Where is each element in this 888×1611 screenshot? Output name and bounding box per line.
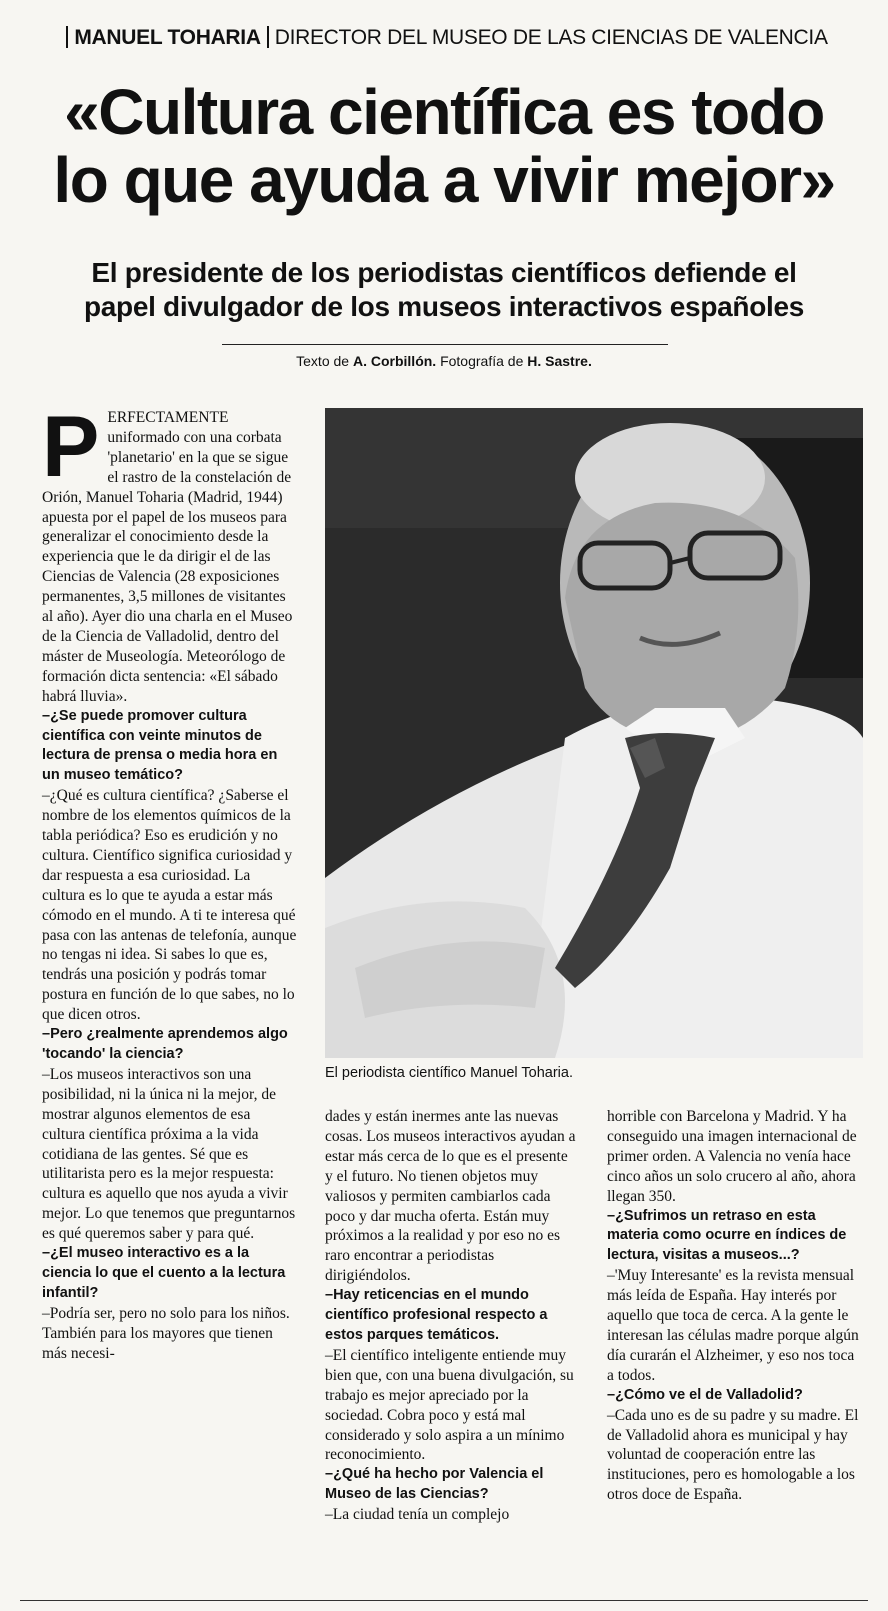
interviewee-name: MANUEL TOHARIA (74, 26, 261, 49)
question-6: –¿Sufrimos un retraso en esta materia como ocurre en índices de lectura, visitas a museos...? (607, 1207, 847, 1264)
answer-6: –'Muy Interesante' es la revista mensual más leída de España. Hay interés por aquello que toca de cerca. A la gente le interesan las células madre porque algún día curarán el Alzheimer, y eso nos toca a todos. (607, 1267, 859, 1384)
subheadline (30, 256, 858, 324)
question-5: –¿Qué ha hecho por Valencia el Museo de las Ciencias? (325, 1466, 544, 1503)
kicker (0, 26, 888, 50)
subheadline-line-2: papel divulgador de los museos interactivos españoles (83, 291, 805, 322)
question-2: –Pero ¿realmente aprendemos algo 'tocando' la ciencia? (42, 1026, 288, 1062)
question-1: –¿Se puede promover cultura científica con veinte minutos de lectura de prensa o media hora en un museo temático? (42, 707, 278, 784)
headline-line-2: lo que ayuda a vivir mejor» (53, 144, 835, 216)
kicker-bar (66, 26, 68, 48)
answer-1: –¿Qué es cultura científica? ¿Saberse el nombre de los elementos químicos de la tabla periódica? Eso es erudición y no cultura. Científico significa curiosidad y dar respuesta a esa curiosidad. La cultura es lo que te ayuda a estar más cómodo en el mundo. A ti te interesa qué pasa con las antenas de telefonía, aunque no tengas ni idea. Si sabes lo que es, tendrás una posición y podrás tomar postura en función de lo que sabes, no lo que dicen otros. (42, 787, 297, 1024)
article-column-3 (607, 1107, 862, 1505)
lead-paragraph: ERFECTAMENTE uniformado con una corbata 'planetario' en la que se sigue el rastro de la constelación de Orión, Manuel Toharia (Madrid, 1944) apuesta por el papel de los museos para generalizar el conocimiento desde la experiencia que le da dirigir el de las Ciencias de Valencia (28 exposiciones permanentes, 3,5 millones de visitantes al año). Ayer dio una charla en el Museo de la Ciencia de Valladolid, dentro del máster de Museología. Meteorólogo de formación dicta sentencia: «El sábado habrá lluvia». (42, 409, 293, 705)
question-7: –¿Cómo ve el de Valladolid? (607, 1386, 803, 1403)
answer-7: –Cada uno es de su padre y su madre. El de Valladolid ahora es municipal y hay voluntad de cooperación entre las instituciones, pero es homologable a los otros doce de España. (607, 1406, 859, 1504)
answer-2: –Los museos interactivos son una posibilidad, ni la única ni la mejor, de mostrar algunos elementos de esa cultura científica próxima a la vida cotidiana de las gentes. Sé que es utilitarista pero es la mejor respuesta: cultura es aquello que nos ayuda a vivir mejor. Lo que tenemos que preguntarnos es qué queremos saber y para qué. (42, 1065, 296, 1243)
answer-5-part-1: –La ciudad tenía un complejo (325, 1506, 510, 1524)
question-4: –Hay reticencias en el mundo científico profesional respecto a estos parques temáticos. (325, 1287, 548, 1343)
byline-photo-prefix: Fotografía de (436, 353, 528, 369)
byline (0, 353, 888, 369)
headline-line-1: «Cultura científica es todo (64, 76, 824, 148)
article-column-1 (42, 399, 297, 1364)
subheadline-line-1: El presidente de los periodistas científicos defiende el (91, 257, 797, 288)
article-column-2 (325, 1107, 579, 1525)
headline (20, 78, 868, 214)
answer-5-part-2: horrible con Barcelona y Madrid. Y ha conseguido una imagen internacional de primer orden. A Valencia no venía hace cinco años un solo crucero al año, ahora llegan 350. (607, 1108, 857, 1205)
bottom-rule (20, 1600, 868, 1601)
byline-photographer: H. Sastre. (527, 353, 592, 369)
photo-caption: El periodista científico Manuel Toharia. (325, 1065, 573, 1081)
credits-divider (222, 344, 668, 345)
drop-cap: P (42, 399, 98, 495)
answer-3-part-2: dades y están inermes ante las nuevas cosas. Los museos interactivos ayudan a estar más cerca de lo que es el presente y el futuro. No tienen objetos muy valiosos y permiten cambiarlos cada poco y dar mucha oferta. Están muy próximos a la realidad y por eso no es raro encontrar a periodistas dirigiéndolos. (325, 1108, 576, 1285)
answer-3-part-1: –Podría ser, pero no solo para los niños. También para los mayores que tienen más necesi- (42, 1304, 290, 1362)
byline-author: A. Corbillón. (352, 353, 437, 369)
portrait-photo (325, 408, 863, 1058)
byline-text-prefix: Texto de (296, 353, 353, 369)
kicker-separator (267, 26, 269, 48)
answer-4: –El científico inteligente entiende muy bien que, con una buena divulgación, su trabajo es mejor apreciado por la sociedad. Cobra poco y está mal considerado y solo aspira a un mínimo reconocimiento. (325, 1346, 574, 1464)
interviewee-role: DIRECTOR DEL MUSEO DE LAS CIENCIAS DE VALENCIA (274, 26, 828, 49)
question-3: –¿El museo interactivo es a la ciencia lo que el cuento a la lectura infantil? (42, 1245, 286, 1301)
portrait-illustration (325, 408, 863, 1058)
